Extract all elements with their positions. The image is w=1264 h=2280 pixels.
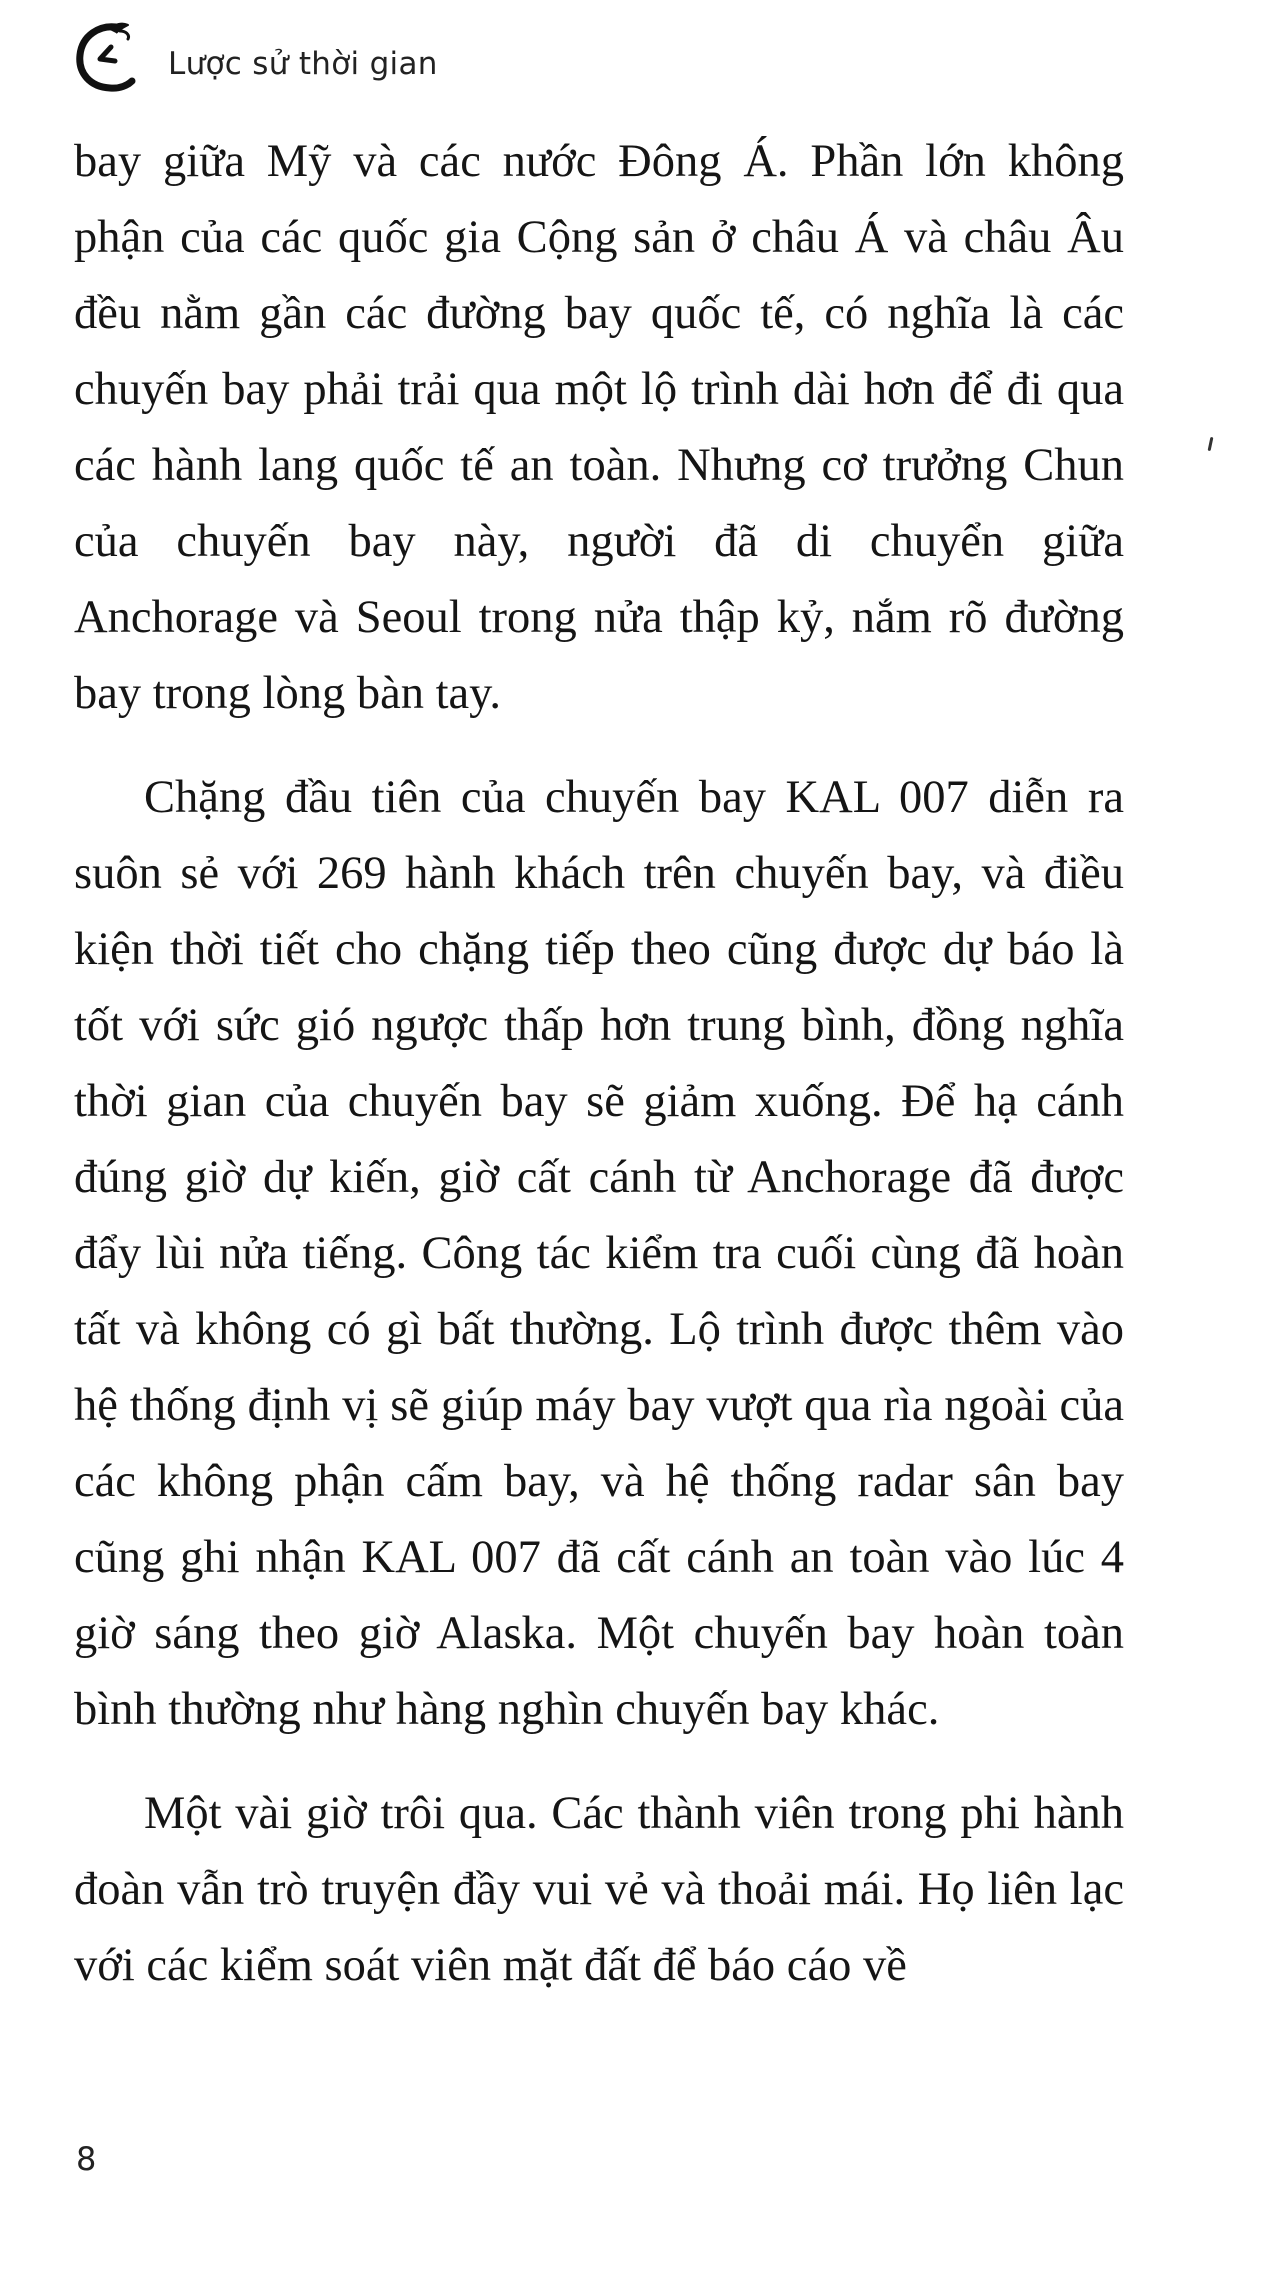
paragraph: Chặng đầu tiên của chuyến bay KAL 007 diễn ra suôn sẻ với 269 hành khách trên chuyến bay, và điều kiện thời tiết cho chặng tiếp theo cũng được dự báo là tốt với sức gió ngược thấp hơn trung bình, đồng nghĩa thời gian của chuyến bay sẽ giảm xuống. Để hạ cánh đúng giờ dự kiến, giờ cất cánh từ Anchorage đã được đẩy lùi nửa tiếng. Công tác kiểm tra cuối cùng đã hoàn tất và không có gì bất thường. Lộ trình được thêm vào hệ thống định vị sẽ giúp máy bay vượt qua rìa ngoài của các không phận cấm bay, và hệ thống radar sân bay cũng ghi nhận KAL 007 đã cất cánh an toàn vào lúc 4 giờ sáng theo giờ Alaska. Một chuyến bay hoàn toàn bình thường như hàng nghìn chuyến bay khác. <box>74 772 1124 1735</box>
running-header <box>70 20 438 100</box>
running-title: Lược sử thời gian <box>168 46 438 82</box>
paragraph-continuation: bay giữa Mỹ và các nước Đông Á. Phần lớn không phận của các quốc gia Cộng sản ở châu Á và châu Âu đều nằm gần các đường bay quốc tế, có nghĩa là các chuyến bay phải trải qua một lộ trình dài hơn để đi qua các hành lang quốc tế an toàn. Nhưng cơ trưởng Chun của chuyến bay này, người đã di chuyển giữa Anchorage và Seoul trong nửa thập kỷ, nắm rõ đường bay trong lòng bàn tay. <box>74 136 1124 719</box>
page-body <box>74 124 1124 2004</box>
paragraph: Một vài giờ trôi qua. Các thành viên trong phi hành đoàn vẫn trò truyện đầy vui vẻ và thoải mái. Họ liên lạc với các kiểm soát viên mặt đất để báo cáo về <box>74 1788 1124 1991</box>
page-number: 8 <box>76 2140 97 2178</box>
scan-speck <box>1208 437 1214 451</box>
swirl-logo-icon <box>70 21 148 99</box>
